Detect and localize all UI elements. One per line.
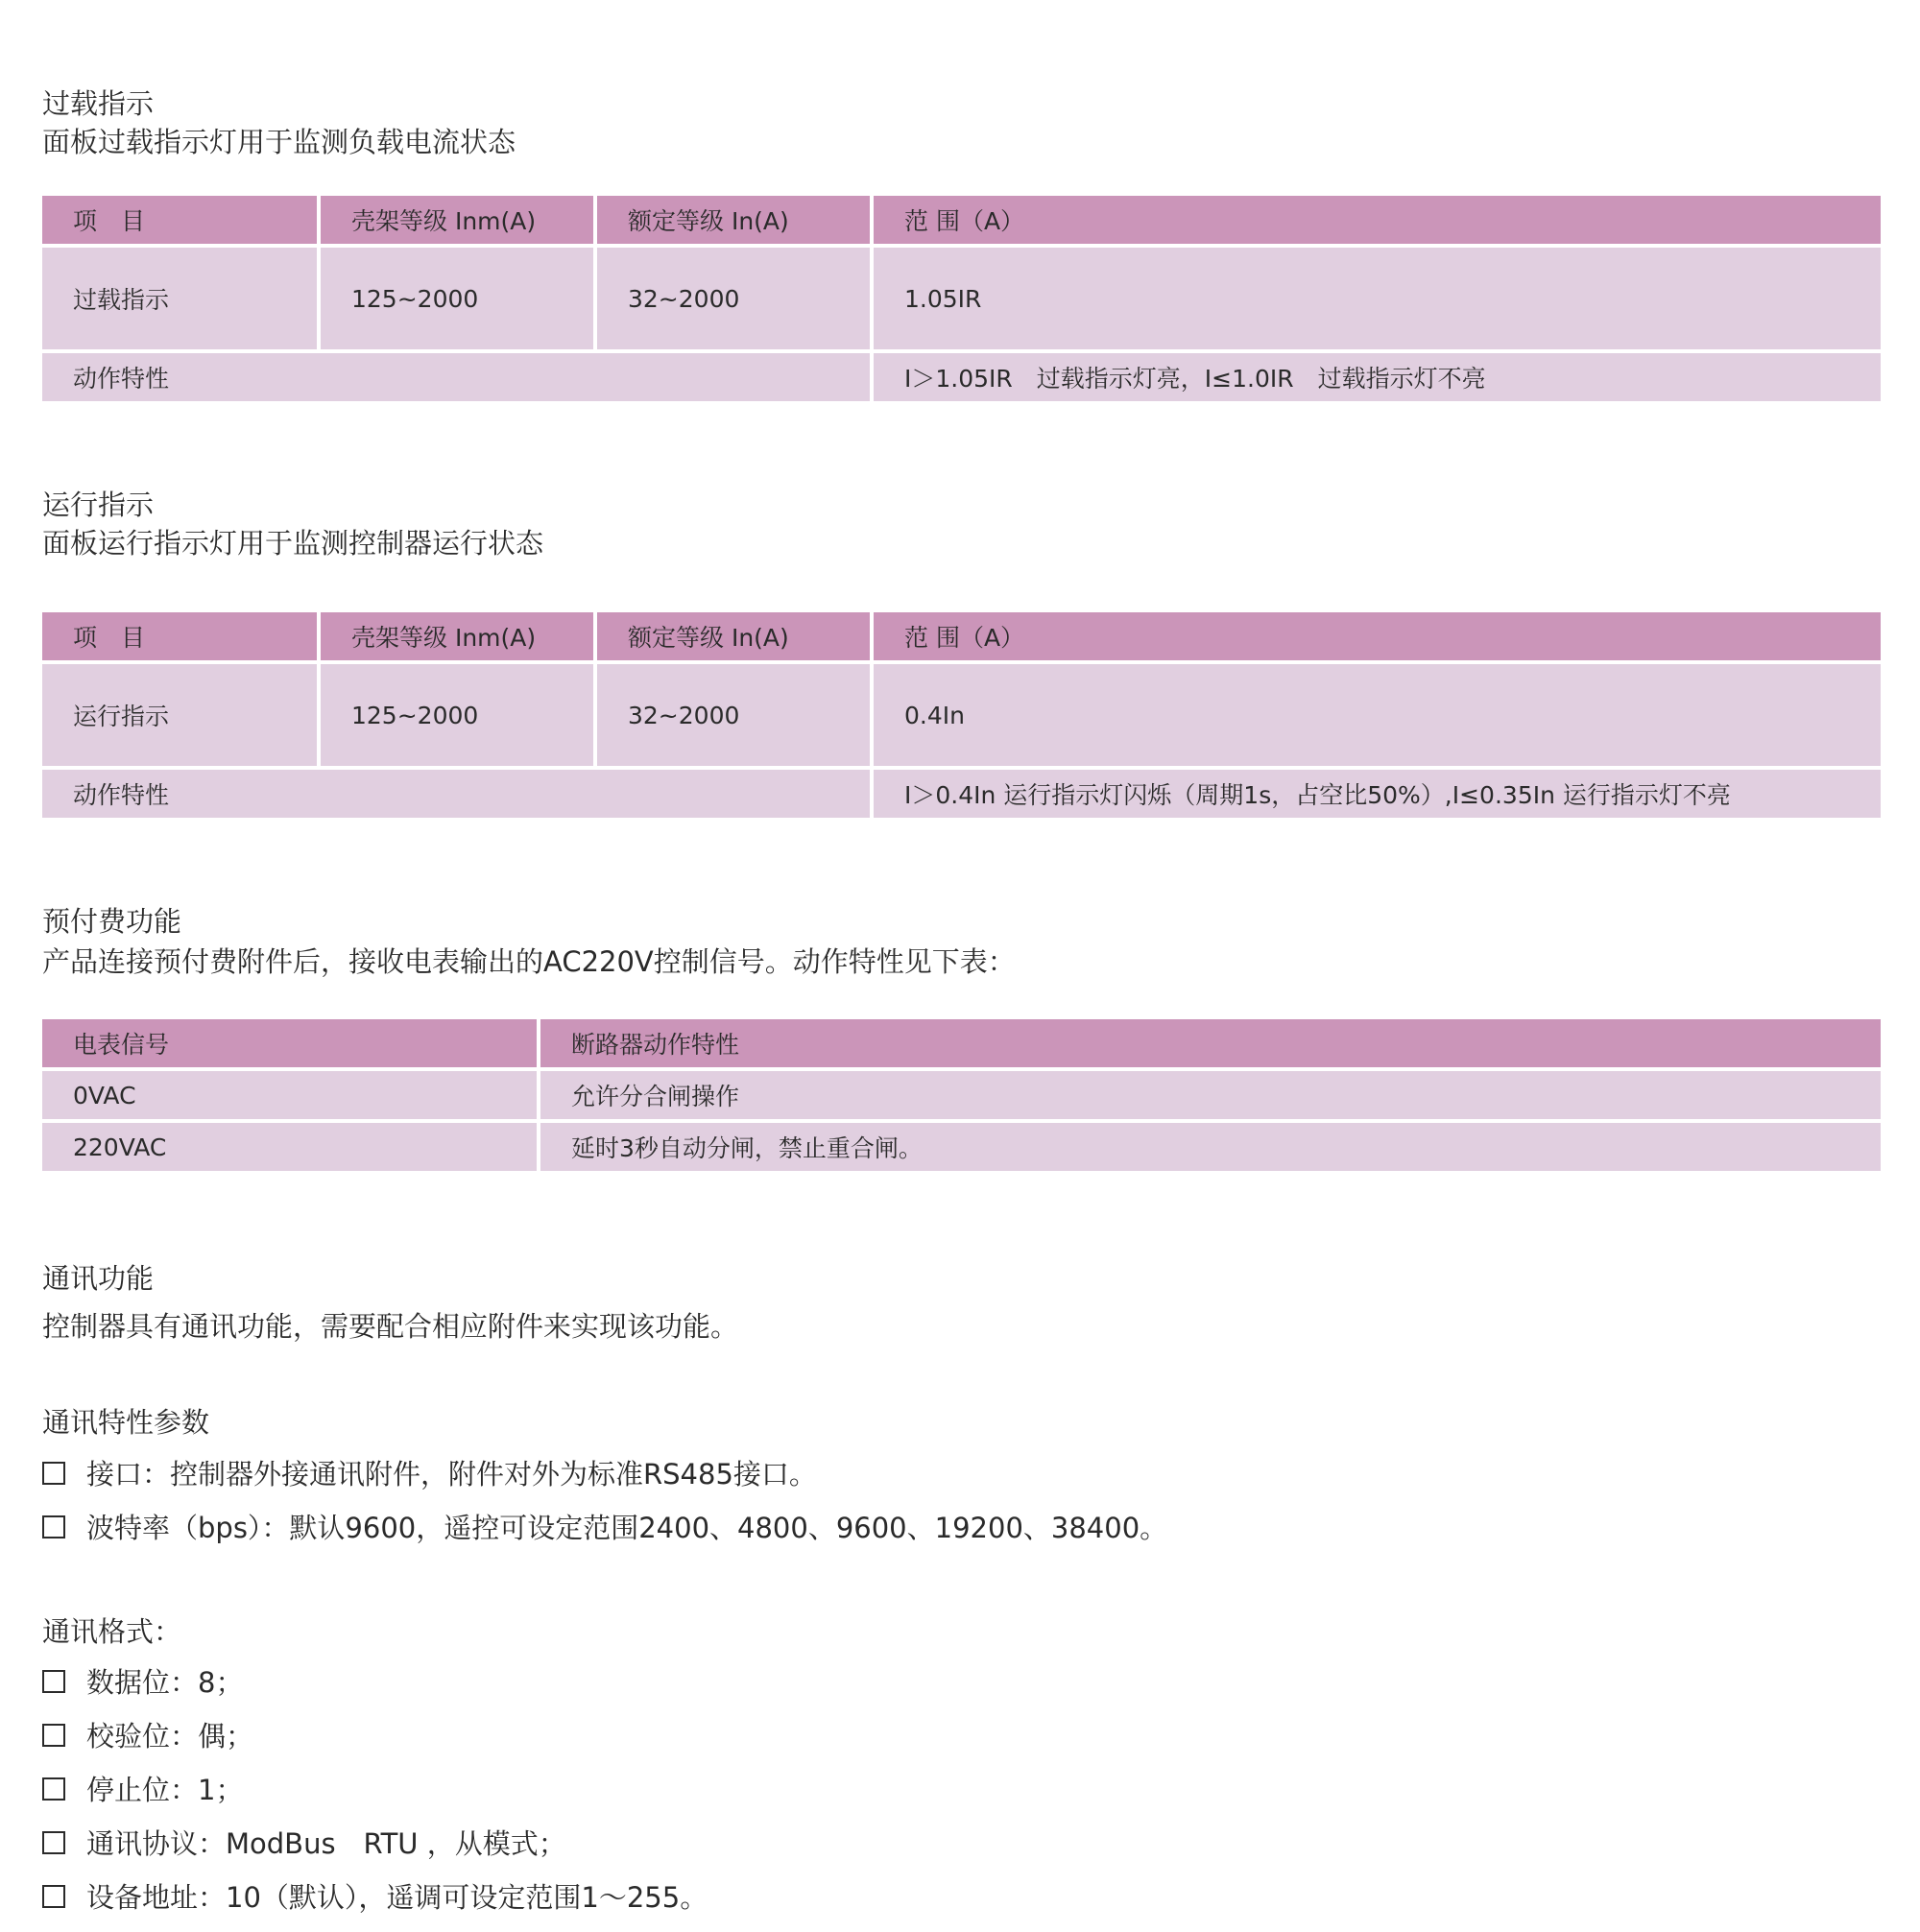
list-item-text: 接口：控制器外接通讯附件，附件对外为标准RS485接口。 bbox=[86, 1458, 817, 1491]
header-item: 项 目 bbox=[42, 612, 319, 662]
cell-action-value: I＞1.05IR 过载指示灯亮，I≤1.0IR 过载指示灯不亮 bbox=[872, 351, 1881, 401]
running-description: 面板运行指示灯用于监测控制器运行状态 bbox=[42, 527, 544, 560]
header-rated-current: 额定等级 In(A) bbox=[595, 612, 872, 662]
table-row bbox=[42, 1069, 1881, 1121]
checkbox-square-icon bbox=[42, 1777, 65, 1801]
cell-action-label: 动作特性 bbox=[42, 768, 872, 818]
list-item-text: 停止位：1； bbox=[86, 1774, 244, 1806]
header-frame-rating: 壳架等级 Inm(A) bbox=[319, 612, 595, 662]
header-item: 项 目 bbox=[42, 196, 319, 246]
table-row bbox=[42, 1121, 1881, 1171]
header-rated-current: 额定等级 In(A) bbox=[595, 196, 872, 246]
comm-format-title: 通讯格式： bbox=[42, 1615, 182, 1648]
cell-action-label: 动作特性 bbox=[42, 351, 872, 401]
cell-frame-rating: 125~2000 bbox=[319, 246, 595, 351]
header-range: 范 围（A） bbox=[872, 196, 1881, 246]
cell-item: 运行指示 bbox=[42, 662, 319, 768]
header-range: 范 围（A） bbox=[872, 612, 1881, 662]
cell-range: 1.05IR bbox=[872, 246, 1881, 351]
list-item-text: 设备地址：10（默认），遥调可设定范围1～255。 bbox=[86, 1881, 708, 1914]
comm-title: 通讯功能 bbox=[42, 1262, 155, 1295]
header-meter-signal: 电表信号 bbox=[42, 1019, 539, 1069]
table-row bbox=[42, 662, 1881, 768]
overload-description: 面板过载指示灯用于监测负载电流状态 bbox=[42, 126, 516, 158]
overload-table bbox=[42, 196, 1881, 401]
table-row bbox=[42, 246, 1881, 351]
table-row-action bbox=[42, 768, 1881, 818]
cell-meter-signal: 0VAC bbox=[42, 1069, 539, 1121]
table-header-row bbox=[42, 612, 1881, 662]
cell-range: 0.4In bbox=[872, 662, 1881, 768]
table-header-row bbox=[42, 196, 1881, 246]
checkbox-square-icon bbox=[42, 1724, 65, 1747]
cell-breaker-action: 允许分合闸操作 bbox=[539, 1069, 1881, 1121]
running-title: 运行指示 bbox=[42, 489, 155, 521]
comm-description: 控制器具有通讯功能，需要配合相应附件来实现该功能。 bbox=[42, 1310, 739, 1343]
prepaid-title: 预付费功能 bbox=[42, 905, 182, 938]
header-frame-rating: 壳架等级 Inm(A) bbox=[319, 196, 595, 246]
checkbox-square-icon bbox=[42, 1831, 65, 1854]
list-item-text: 通讯协议：ModBus RTU ，从模式； bbox=[86, 1827, 566, 1860]
cell-item: 过载指示 bbox=[42, 246, 319, 351]
comm-params-title: 通讯特性参数 bbox=[42, 1406, 210, 1439]
running-table bbox=[42, 612, 1881, 818]
cell-meter-signal: 220VAC bbox=[42, 1121, 539, 1171]
cell-breaker-action: 延时3秒自动分闸，禁止重合闸。 bbox=[539, 1121, 1881, 1171]
prepaid-table bbox=[42, 1019, 1881, 1171]
table-header-row bbox=[42, 1019, 1881, 1069]
checkbox-square-icon bbox=[42, 1885, 65, 1908]
overload-title: 过载指示 bbox=[42, 87, 155, 120]
table-row-action bbox=[42, 351, 1881, 401]
cell-rated-current: 32~2000 bbox=[595, 662, 872, 768]
list-item-text: 数据位：8； bbox=[86, 1666, 244, 1699]
cell-frame-rating: 125~2000 bbox=[319, 662, 595, 768]
cell-action-value: I＞0.4In 运行指示灯闪烁（周期1s，占空比50%）,I≤0.35In 运行指示灯不亮 bbox=[872, 768, 1881, 818]
cell-rated-current: 32~2000 bbox=[595, 246, 872, 351]
checkbox-square-icon bbox=[42, 1670, 65, 1693]
list-item-text: 校验位：偶； bbox=[86, 1720, 254, 1753]
checkbox-square-icon bbox=[42, 1462, 65, 1485]
header-breaker-action: 断路器动作特性 bbox=[539, 1019, 1881, 1069]
checkbox-square-icon bbox=[42, 1515, 65, 1538]
list-item-text: 波特率（bps）：默认9600，遥控可设定范围2400、4800、9600、19200、38400。 bbox=[86, 1512, 1168, 1544]
prepaid-description: 产品连接预付费附件后，接收电表输出的AC220V控制信号。动作特性见下表： bbox=[42, 945, 1016, 978]
